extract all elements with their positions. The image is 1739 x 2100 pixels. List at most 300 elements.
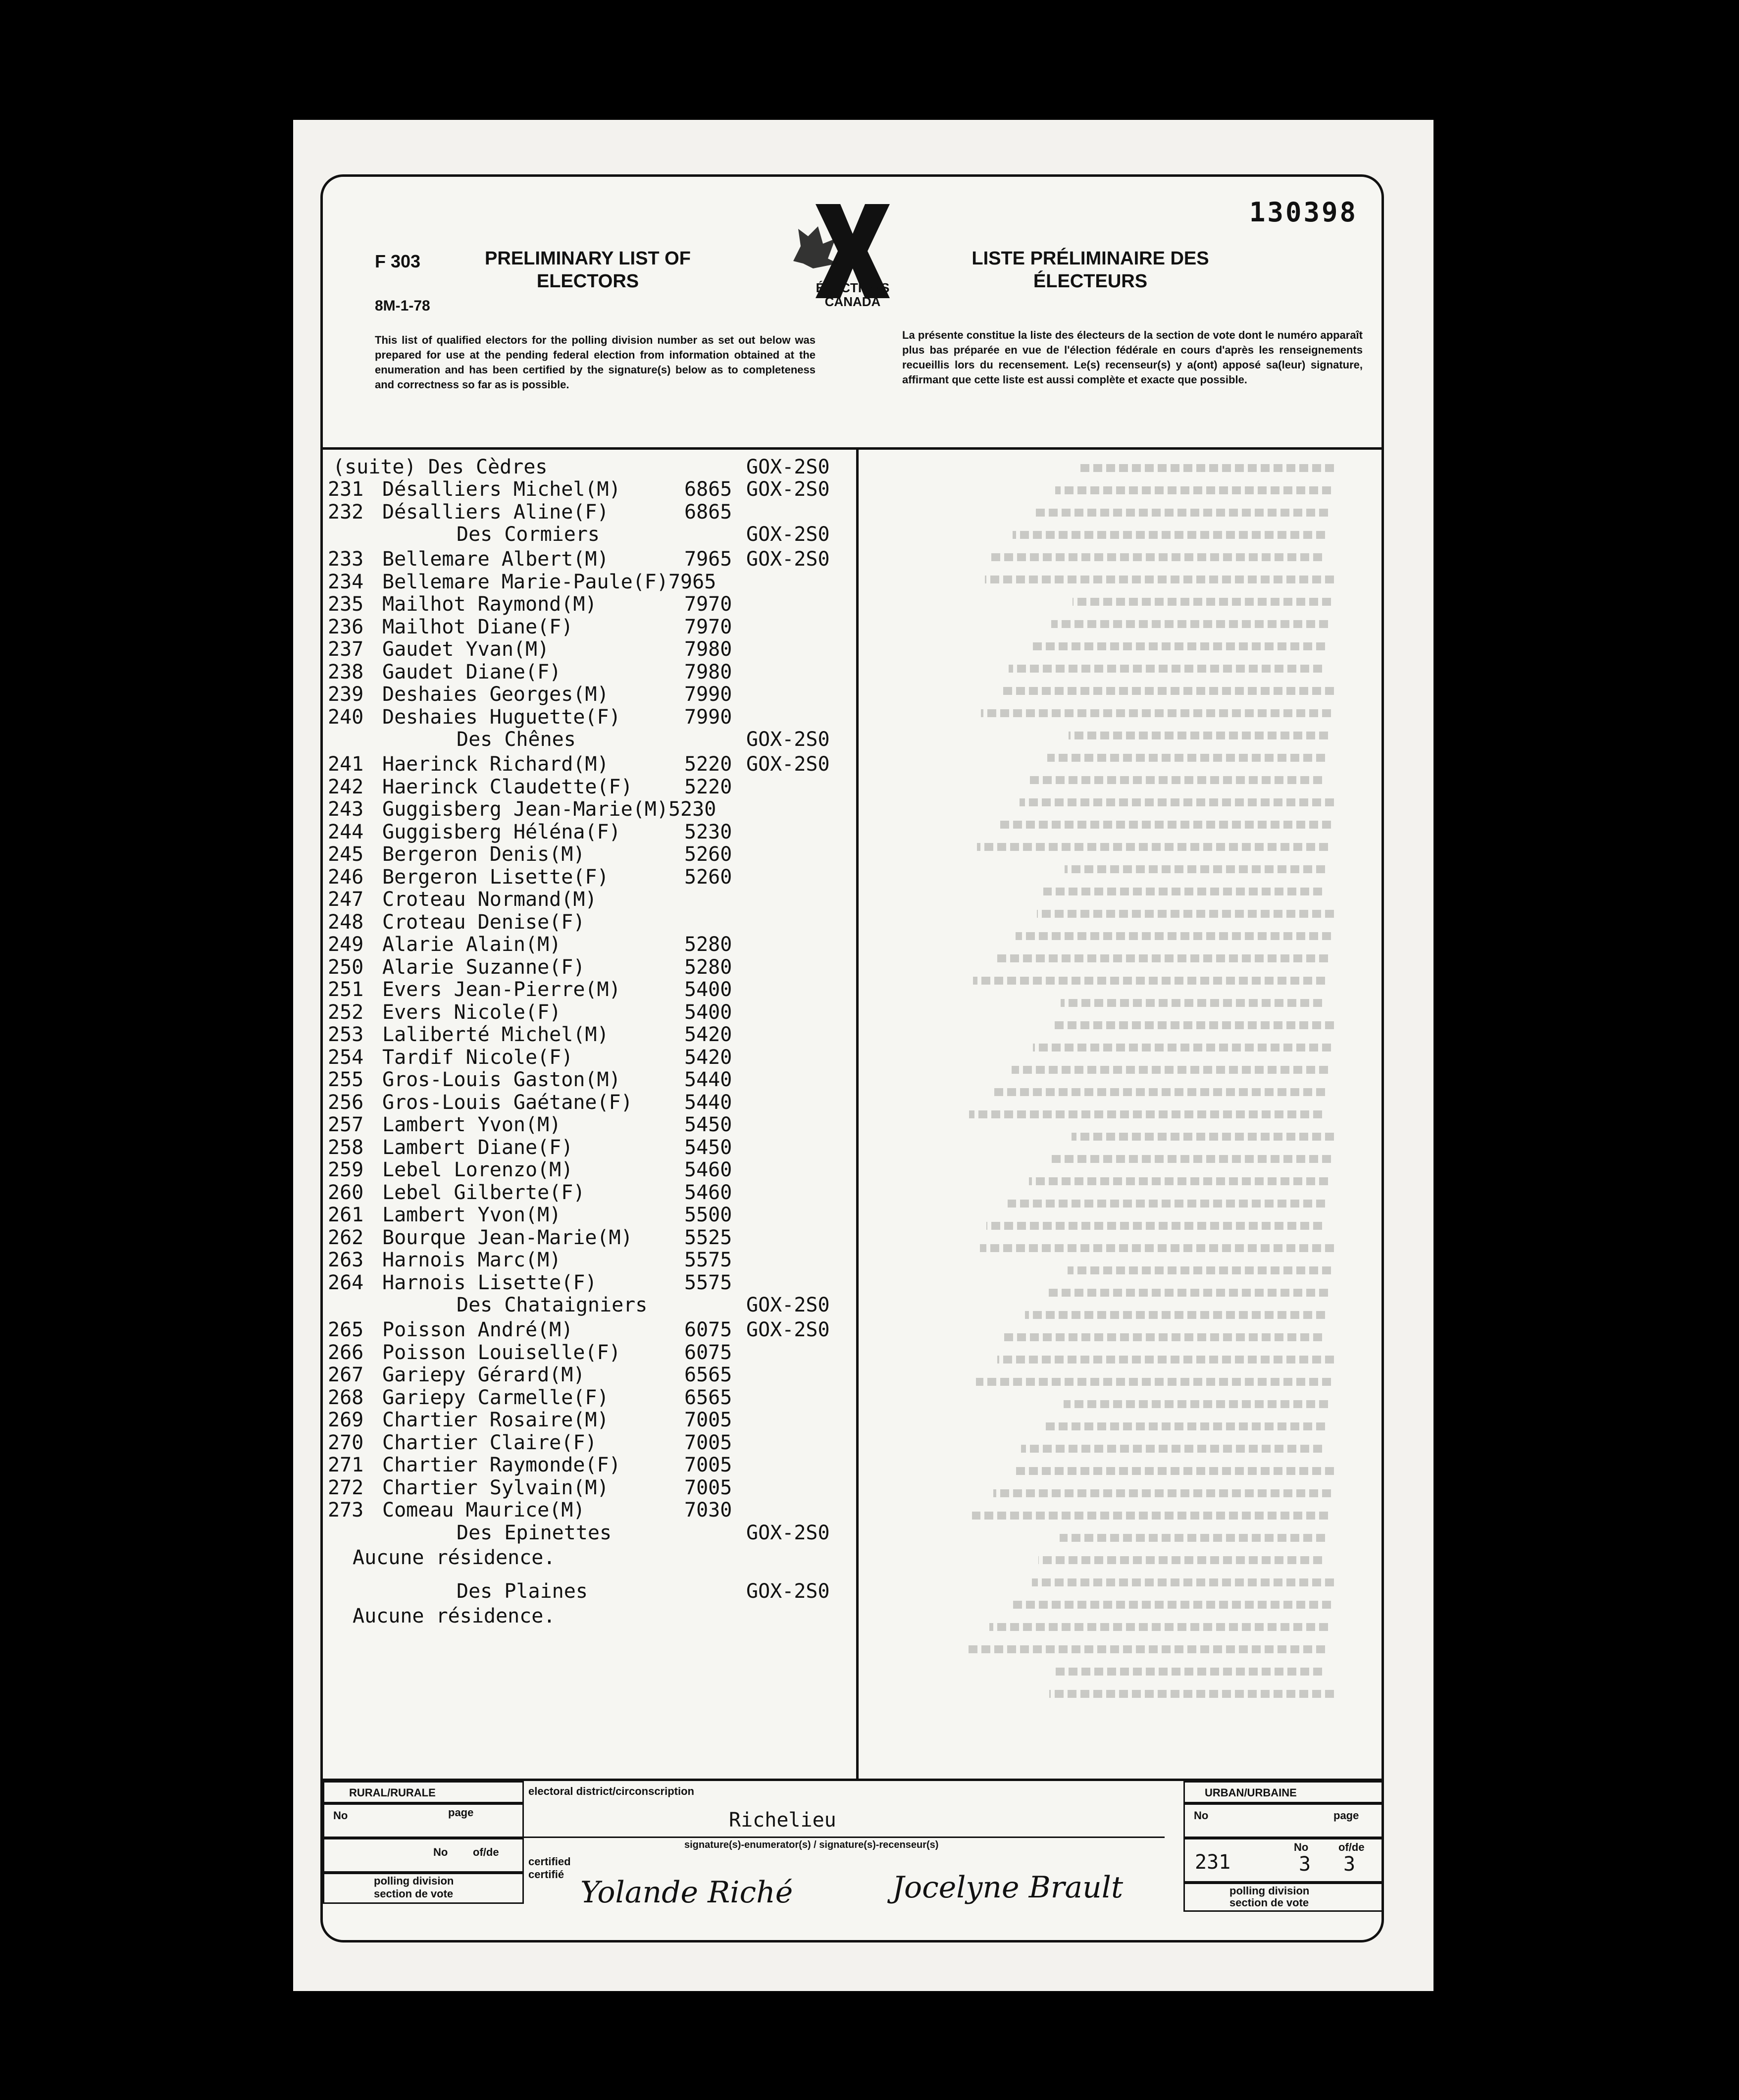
bleed-through-mark bbox=[1030, 642, 1325, 650]
bleed-through-line bbox=[869, 1638, 1364, 1660]
elector-num: 237 bbox=[328, 638, 364, 661]
elector-row bbox=[323, 1454, 856, 1476]
elector-code: 7005 bbox=[684, 1476, 732, 1499]
elector-code: 7030 bbox=[684, 1499, 732, 1522]
reverse-side-bleed-through bbox=[859, 447, 1381, 1779]
signature-line bbox=[521, 1837, 1165, 1838]
elector-name: Lambert Yvon(M) bbox=[382, 1204, 562, 1226]
elector-row bbox=[323, 956, 856, 978]
certified-label: certified bbox=[528, 1855, 571, 1868]
elector-row bbox=[323, 934, 856, 955]
elector-num: 246 bbox=[328, 865, 364, 889]
elector-name: Chartier Claire(F) bbox=[382, 1431, 597, 1454]
elector-code: 5460 bbox=[684, 1181, 732, 1204]
bleed-through-mark bbox=[1076, 464, 1334, 472]
elector-code: 7990 bbox=[684, 705, 732, 729]
bleed-through-mark bbox=[977, 843, 1328, 851]
urban-of-label: of/de bbox=[1338, 1841, 1365, 1853]
bleed-through-line bbox=[869, 680, 1364, 702]
bleed-through-line bbox=[869, 1148, 1364, 1170]
logo-text-elections: ÉLECTIONS bbox=[816, 280, 890, 295]
elector-name: Chartier Sylvain(M) bbox=[382, 1476, 609, 1499]
elector-num: 270 bbox=[328, 1431, 364, 1454]
elector-name: Désalliers Aline(F) bbox=[382, 500, 609, 524]
elector-name: Laliberté Michel(M) bbox=[382, 1023, 609, 1046]
rural-no-label: No bbox=[333, 1809, 348, 1822]
bleed-through-mark bbox=[1038, 1556, 1322, 1564]
elector-code: 5575 bbox=[684, 1249, 732, 1271]
elector-name: Lebel Lorenzo(M) bbox=[382, 1158, 573, 1181]
bleed-through-mark bbox=[1025, 1311, 1325, 1319]
elector-list-form bbox=[320, 174, 1384, 1942]
elector-num: 251 bbox=[328, 978, 364, 1001]
elector-code: 5400 bbox=[684, 978, 732, 1001]
elector-code: 5280 bbox=[684, 933, 732, 956]
urban-page-label: page bbox=[1333, 1809, 1359, 1822]
bleed-through-line bbox=[869, 814, 1364, 836]
rural-section-label: section de vote bbox=[374, 1888, 454, 1900]
bleed-through-mark bbox=[980, 1244, 1334, 1252]
bleed-through-line bbox=[869, 925, 1364, 947]
elector-num: 260 bbox=[328, 1181, 364, 1204]
bleed-through-line bbox=[869, 1616, 1364, 1638]
bleed-through-line bbox=[869, 1237, 1364, 1259]
elector-row bbox=[323, 1001, 856, 1023]
street-postal-code: GOX-2S0 bbox=[746, 1521, 830, 1544]
elector-num: 239 bbox=[328, 683, 364, 706]
elector-name: Deshaies Huguette(F) bbox=[382, 705, 621, 729]
elector-name: Alarie Suzanne(F) bbox=[382, 955, 585, 979]
bleed-through-line bbox=[869, 881, 1364, 902]
no-residence-note bbox=[323, 1547, 856, 1569]
elector-num: 252 bbox=[328, 1000, 364, 1024]
elector-name: Bergeron Lisette(F) bbox=[382, 865, 609, 889]
elector-code: 5220 bbox=[684, 753, 732, 776]
elector-row bbox=[323, 1204, 856, 1226]
bleed-through-mark bbox=[1033, 1044, 1331, 1051]
bleed-through-line bbox=[869, 658, 1364, 680]
urban-polling-label: polling division bbox=[1229, 1885, 1310, 1897]
urban-number-box bbox=[1183, 1802, 1384, 1839]
urban-box bbox=[1183, 1781, 1384, 1805]
bleed-through-mark bbox=[994, 954, 1328, 962]
bleed-through-mark bbox=[1051, 620, 1328, 628]
enumerator-signature-2: Jocelyne Brault bbox=[892, 1870, 1124, 1905]
elector-name: Gaudet Yvan(M) bbox=[382, 638, 550, 661]
elector-code: 6565 bbox=[684, 1386, 732, 1409]
street-name: (suite) Des Cèdres bbox=[333, 456, 548, 478]
elector-name: Haerinck Richard(M) bbox=[382, 753, 609, 776]
elector-row bbox=[323, 661, 856, 683]
bleed-through-line bbox=[869, 747, 1364, 769]
bleed-through-mark bbox=[1021, 1445, 1322, 1453]
street-postal-code: GOX-2S0 bbox=[746, 523, 830, 546]
elector-num: 232 bbox=[328, 500, 364, 524]
elector-name: Bergeron Denis(M) bbox=[382, 843, 585, 866]
bleed-through-mark bbox=[1046, 1289, 1328, 1297]
elector-row bbox=[323, 1114, 856, 1136]
bleed-through-mark bbox=[1009, 665, 1322, 673]
elector-code: 7980 bbox=[684, 660, 732, 683]
bleed-through-mark bbox=[981, 709, 1331, 717]
bleed-through-line bbox=[869, 1416, 1364, 1437]
elector-name: Bellemare Marie-Paule(F)7965 bbox=[382, 570, 716, 593]
elector-code: 5460 bbox=[684, 1158, 732, 1181]
elector-num: 241 bbox=[328, 753, 364, 776]
bleed-through-line bbox=[869, 1059, 1364, 1081]
elector-name: Chartier Rosaire(M) bbox=[382, 1409, 609, 1431]
form-header bbox=[323, 177, 1381, 450]
bleed-through-line bbox=[869, 613, 1364, 635]
urban-section-label: section de vote bbox=[1229, 1896, 1309, 1909]
elector-code: 5280 bbox=[684, 955, 732, 979]
signature-label: signature(s)-enumerator(s) / signature(s)-recenseur(s) bbox=[684, 1839, 939, 1850]
elector-num: 244 bbox=[328, 820, 364, 843]
street-name: Des Chênes bbox=[457, 728, 576, 751]
elector-code: 5230 bbox=[684, 820, 732, 843]
elector-row bbox=[323, 501, 856, 523]
bleed-through-mark bbox=[1026, 776, 1322, 784]
elector-list-left-column bbox=[323, 447, 856, 1779]
elector-name: Désalliers Michel(M) bbox=[382, 478, 621, 501]
elector-num: 231 bbox=[328, 478, 364, 501]
serial-number: 130398 bbox=[1249, 197, 1358, 228]
page-number: 3 bbox=[1299, 1853, 1311, 1876]
elector-row bbox=[323, 478, 856, 500]
elector-name: Lambert Yvon(M) bbox=[382, 1113, 562, 1136]
street-name: Des Chataigniers bbox=[457, 1294, 648, 1316]
elector-row bbox=[323, 548, 856, 570]
polling-division-number: 231 bbox=[1195, 1851, 1231, 1874]
bleed-through-mark bbox=[976, 1378, 1331, 1386]
elector-num: 264 bbox=[328, 1271, 364, 1294]
bleed-through-line bbox=[869, 1282, 1364, 1304]
logo-caption bbox=[788, 281, 917, 309]
bleed-through-line bbox=[869, 858, 1364, 880]
bleed-through-mark bbox=[1049, 1690, 1334, 1698]
bleed-through-line bbox=[869, 1170, 1364, 1192]
page-of-number: 3 bbox=[1343, 1853, 1356, 1876]
district-value: Richelieu bbox=[729, 1809, 836, 1832]
elector-row bbox=[323, 889, 856, 910]
bleed-through-line bbox=[869, 502, 1364, 524]
elector-num: 266 bbox=[328, 1341, 364, 1364]
elector-num: 242 bbox=[328, 775, 364, 798]
bleed-through-mark bbox=[972, 1512, 1328, 1520]
elector-name: Gariepy Gérard(M) bbox=[382, 1364, 585, 1386]
elector-pc: GOX-2S0 bbox=[746, 548, 830, 571]
elector-code: 5450 bbox=[684, 1113, 732, 1136]
elector-row bbox=[323, 683, 856, 705]
form-code: F 303 bbox=[375, 251, 421, 271]
elector-num: 248 bbox=[328, 910, 364, 934]
bleed-through-line bbox=[869, 1482, 1364, 1504]
elector-row bbox=[323, 821, 856, 843]
elector-num: 259 bbox=[328, 1158, 364, 1181]
elector-num: 258 bbox=[328, 1136, 364, 1159]
urban-no-label: No bbox=[1194, 1809, 1209, 1822]
elector-row bbox=[323, 1249, 856, 1271]
rural-page-label: page bbox=[448, 1806, 474, 1819]
elector-code: 5420 bbox=[684, 1046, 732, 1069]
elector-num: 240 bbox=[328, 705, 364, 729]
elector-code: 5420 bbox=[684, 1023, 732, 1046]
elector-row bbox=[323, 1069, 856, 1091]
elector-code: 5525 bbox=[684, 1226, 732, 1249]
elector-code: 5220 bbox=[684, 775, 732, 798]
elector-code: 7005 bbox=[684, 1454, 732, 1476]
bleed-through-line bbox=[869, 1438, 1364, 1460]
bleed-through-mark bbox=[986, 1222, 1322, 1230]
elector-row bbox=[323, 1409, 856, 1431]
bleed-through-mark bbox=[993, 1489, 1331, 1497]
bleed-through-mark bbox=[990, 1088, 1325, 1096]
bleed-through-line bbox=[869, 1572, 1364, 1593]
bleed-through-mark bbox=[1042, 1422, 1325, 1430]
elector-num: 269 bbox=[328, 1409, 364, 1431]
bleed-through-line bbox=[869, 1215, 1364, 1237]
elector-name: Lebel Gilberte(F) bbox=[382, 1181, 585, 1204]
elector-num: 234 bbox=[328, 570, 364, 593]
elector-num: 236 bbox=[328, 615, 364, 638]
elector-pc: GOX-2S0 bbox=[746, 1318, 830, 1341]
elector-row bbox=[323, 776, 856, 798]
bleed-through-line bbox=[869, 1193, 1364, 1214]
urban-page-no-label: No bbox=[1294, 1841, 1309, 1853]
elector-name: Chartier Raymonde(F) bbox=[382, 1454, 621, 1476]
elector-row bbox=[323, 1159, 856, 1181]
elector-row bbox=[323, 911, 856, 933]
elector-pc: GOX-2S0 bbox=[746, 478, 830, 501]
elector-num: 267 bbox=[328, 1364, 364, 1386]
rural-page-no-label: No bbox=[433, 1846, 448, 1858]
bleed-through-mark bbox=[969, 1110, 1322, 1118]
elector-row bbox=[323, 616, 856, 638]
bleed-through-line bbox=[869, 591, 1364, 613]
bleed-through-mark bbox=[1016, 932, 1331, 940]
street-postal-code: GOX-2S0 bbox=[746, 728, 830, 751]
rural-page-box bbox=[323, 1837, 524, 1874]
certifie-label: certifié bbox=[528, 1868, 564, 1881]
elector-code: 5500 bbox=[684, 1204, 732, 1226]
rural-polling-box bbox=[323, 1871, 524, 1904]
rural-label: RURAL/RURALE bbox=[349, 1786, 436, 1799]
bleed-through-mark bbox=[1072, 1133, 1334, 1141]
elector-code: 7980 bbox=[684, 638, 732, 661]
elector-num: 263 bbox=[328, 1249, 364, 1271]
elector-name: Haerinck Claudette(F) bbox=[382, 775, 633, 798]
bleed-through-mark bbox=[1020, 798, 1334, 806]
bleed-through-line bbox=[869, 1527, 1364, 1549]
elector-row bbox=[323, 1432, 856, 1454]
elector-name: Croteau Denise(F) bbox=[382, 910, 585, 934]
street-heading bbox=[323, 524, 856, 545]
bleed-through-line bbox=[869, 546, 1364, 568]
elector-num: 268 bbox=[328, 1386, 364, 1409]
elector-code: 7990 bbox=[684, 683, 732, 706]
elector-row bbox=[323, 1047, 856, 1068]
rural-of-label: of/de bbox=[473, 1846, 499, 1858]
no-residence-note bbox=[323, 1605, 856, 1627]
bleed-through-mark bbox=[1056, 1668, 1322, 1676]
elector-code: 5260 bbox=[684, 865, 732, 889]
bleed-through-mark bbox=[1037, 910, 1334, 918]
elector-name: Deshaies Georges(M) bbox=[382, 683, 609, 706]
elector-num: 249 bbox=[328, 933, 364, 956]
bleed-through-line bbox=[869, 725, 1364, 746]
urban-label: URBAN/URBAINE bbox=[1205, 1786, 1297, 1799]
elector-code: 5400 bbox=[684, 1000, 732, 1024]
intro-english: This list of qualified electors for the polling division number as set out below was prepared for use at the pending federal election from information obtained at the enumeration and has been certified by the signature(s) below as to completeness and correctness so far as is possible. bbox=[375, 334, 816, 391]
no-residence-text: Aucune résidence. bbox=[353, 1604, 556, 1628]
document-sheet bbox=[293, 120, 1433, 1991]
bleed-through-mark bbox=[1073, 598, 1331, 606]
form-footer bbox=[323, 1779, 1381, 1942]
logo-text-canada: CANADA bbox=[824, 294, 881, 309]
elector-row bbox=[323, 1477, 856, 1499]
elector-name: Croteau Normand(M) bbox=[382, 888, 597, 911]
bleed-through-mark bbox=[1012, 1066, 1328, 1074]
bleed-through-mark bbox=[1055, 486, 1331, 494]
street-heading bbox=[323, 1294, 856, 1316]
bleed-through-line bbox=[869, 635, 1364, 657]
elector-num: 245 bbox=[328, 843, 364, 866]
elector-row bbox=[323, 1137, 856, 1158]
elector-row bbox=[323, 1227, 856, 1249]
elector-name: Bourque Jean-Marie(M) bbox=[382, 1226, 633, 1249]
street-heading bbox=[323, 729, 856, 750]
elector-code: 7970 bbox=[684, 593, 732, 616]
form-date: 8M-1-78 bbox=[375, 298, 430, 314]
elector-code: 6865 bbox=[684, 478, 732, 501]
bleed-through-line bbox=[869, 836, 1364, 858]
bleed-through-mark bbox=[1069, 732, 1328, 739]
elector-row bbox=[323, 1024, 856, 1046]
bleed-through-line bbox=[869, 1683, 1364, 1705]
elector-name: Gros-Louis Gaétane(F) bbox=[382, 1091, 633, 1114]
elector-name: Gariepy Carmelle(F) bbox=[382, 1386, 609, 1409]
elector-num: 271 bbox=[328, 1454, 364, 1476]
elector-num: 247 bbox=[328, 888, 364, 911]
bleed-through-line bbox=[869, 1304, 1364, 1326]
elector-num: 238 bbox=[328, 660, 364, 683]
elector-num: 256 bbox=[328, 1091, 364, 1114]
bleed-through-line bbox=[869, 1594, 1364, 1616]
elector-name: Tardif Nicole(F) bbox=[382, 1046, 573, 1069]
elector-num: 233 bbox=[328, 548, 364, 571]
rural-box bbox=[323, 1781, 524, 1805]
elector-row bbox=[323, 866, 856, 888]
elector-code: 6565 bbox=[684, 1364, 732, 1386]
elector-code: 6075 bbox=[684, 1318, 732, 1341]
elector-code: 7005 bbox=[684, 1431, 732, 1454]
elector-name: Alarie Alain(M) bbox=[382, 933, 562, 956]
bleed-through-mark bbox=[991, 553, 1322, 561]
bleed-through-line bbox=[869, 1326, 1364, 1348]
bleed-through-line bbox=[869, 791, 1364, 813]
street-name: Des Cormiers bbox=[457, 523, 600, 546]
bleed-through-mark bbox=[1060, 1534, 1325, 1542]
bleed-through-line bbox=[869, 1505, 1364, 1526]
elector-name: Bellemare Albert(M) bbox=[382, 548, 609, 571]
street-heading bbox=[323, 1580, 856, 1602]
bleed-through-mark bbox=[1004, 1333, 1322, 1341]
elector-row bbox=[323, 1387, 856, 1409]
elector-name: Guggisberg Jean-Marie(M)5230 bbox=[382, 798, 716, 821]
elector-num: 255 bbox=[328, 1068, 364, 1091]
urban-values-box bbox=[1183, 1837, 1384, 1884]
elector-num: 254 bbox=[328, 1046, 364, 1069]
street-postal-code: GOX-2S0 bbox=[746, 456, 830, 478]
elector-num: 272 bbox=[328, 1476, 364, 1499]
bleed-through-line bbox=[869, 479, 1364, 501]
elector-code: 5440 bbox=[684, 1068, 732, 1091]
elector-name: Harnois Lisette(F) bbox=[382, 1271, 597, 1294]
elector-name: Harnois Marc(M) bbox=[382, 1249, 562, 1271]
elector-row bbox=[323, 706, 856, 728]
elector-row bbox=[323, 798, 856, 820]
bleed-through-mark bbox=[1011, 1601, 1331, 1609]
bleed-through-line bbox=[869, 1371, 1364, 1393]
bleed-through-line bbox=[869, 1661, 1364, 1682]
bleed-through-line bbox=[869, 1393, 1364, 1415]
elector-num: 265 bbox=[328, 1318, 364, 1341]
bleed-through-line bbox=[869, 524, 1364, 546]
bleed-through-mark bbox=[989, 1623, 1328, 1631]
bleed-through-line bbox=[869, 1126, 1364, 1148]
elector-name: Gaudet Diane(F) bbox=[382, 660, 562, 683]
elector-row bbox=[323, 1342, 856, 1364]
bleed-through-mark bbox=[1068, 1266, 1331, 1274]
bleed-through-line bbox=[869, 702, 1364, 724]
bleed-through-mark bbox=[1034, 509, 1328, 517]
elector-name: Poisson Louiselle(F) bbox=[382, 1341, 621, 1364]
elector-row bbox=[323, 593, 856, 615]
elector-code: 7005 bbox=[684, 1409, 732, 1431]
elector-code: 5260 bbox=[684, 843, 732, 866]
elector-name: Poisson André(M) bbox=[382, 1318, 573, 1341]
elector-row bbox=[323, 638, 856, 660]
elector-row bbox=[323, 1364, 856, 1386]
bleed-through-line bbox=[869, 1460, 1364, 1482]
bleed-through-mark bbox=[1002, 687, 1334, 695]
title-english: PRELIMINARY LIST OF ELECTORS bbox=[485, 248, 691, 292]
street-name: Des Plaines bbox=[457, 1579, 588, 1603]
bleed-through-mark bbox=[1065, 865, 1325, 873]
urban-polling-box bbox=[1183, 1881, 1384, 1912]
elector-name: Evers Nicole(F) bbox=[382, 1000, 562, 1024]
elector-row bbox=[323, 1092, 856, 1113]
street-heading bbox=[323, 456, 856, 478]
elector-row bbox=[323, 571, 856, 593]
bleed-through-mark bbox=[1032, 1578, 1334, 1586]
district-label: electoral district/circonscription bbox=[528, 1785, 694, 1797]
elector-num: 273 bbox=[328, 1499, 364, 1522]
bleed-through-line bbox=[869, 992, 1364, 1014]
enumerator-signature-1: Yolande Riché bbox=[580, 1875, 793, 1910]
elector-name: Mailhot Raymond(M) bbox=[382, 593, 597, 616]
street-postal-code: GOX-2S0 bbox=[746, 1579, 830, 1603]
elector-code: 6865 bbox=[684, 500, 732, 524]
bleed-through-line bbox=[869, 1260, 1364, 1281]
elector-row bbox=[323, 843, 856, 865]
elector-code: 7965 bbox=[684, 548, 732, 571]
elector-name: Comeau Maurice(M) bbox=[382, 1499, 585, 1522]
elector-row bbox=[323, 1319, 856, 1341]
bleed-through-line bbox=[869, 970, 1364, 992]
bleed-through-mark bbox=[1050, 1155, 1331, 1163]
bleed-through-mark bbox=[1064, 1400, 1328, 1408]
